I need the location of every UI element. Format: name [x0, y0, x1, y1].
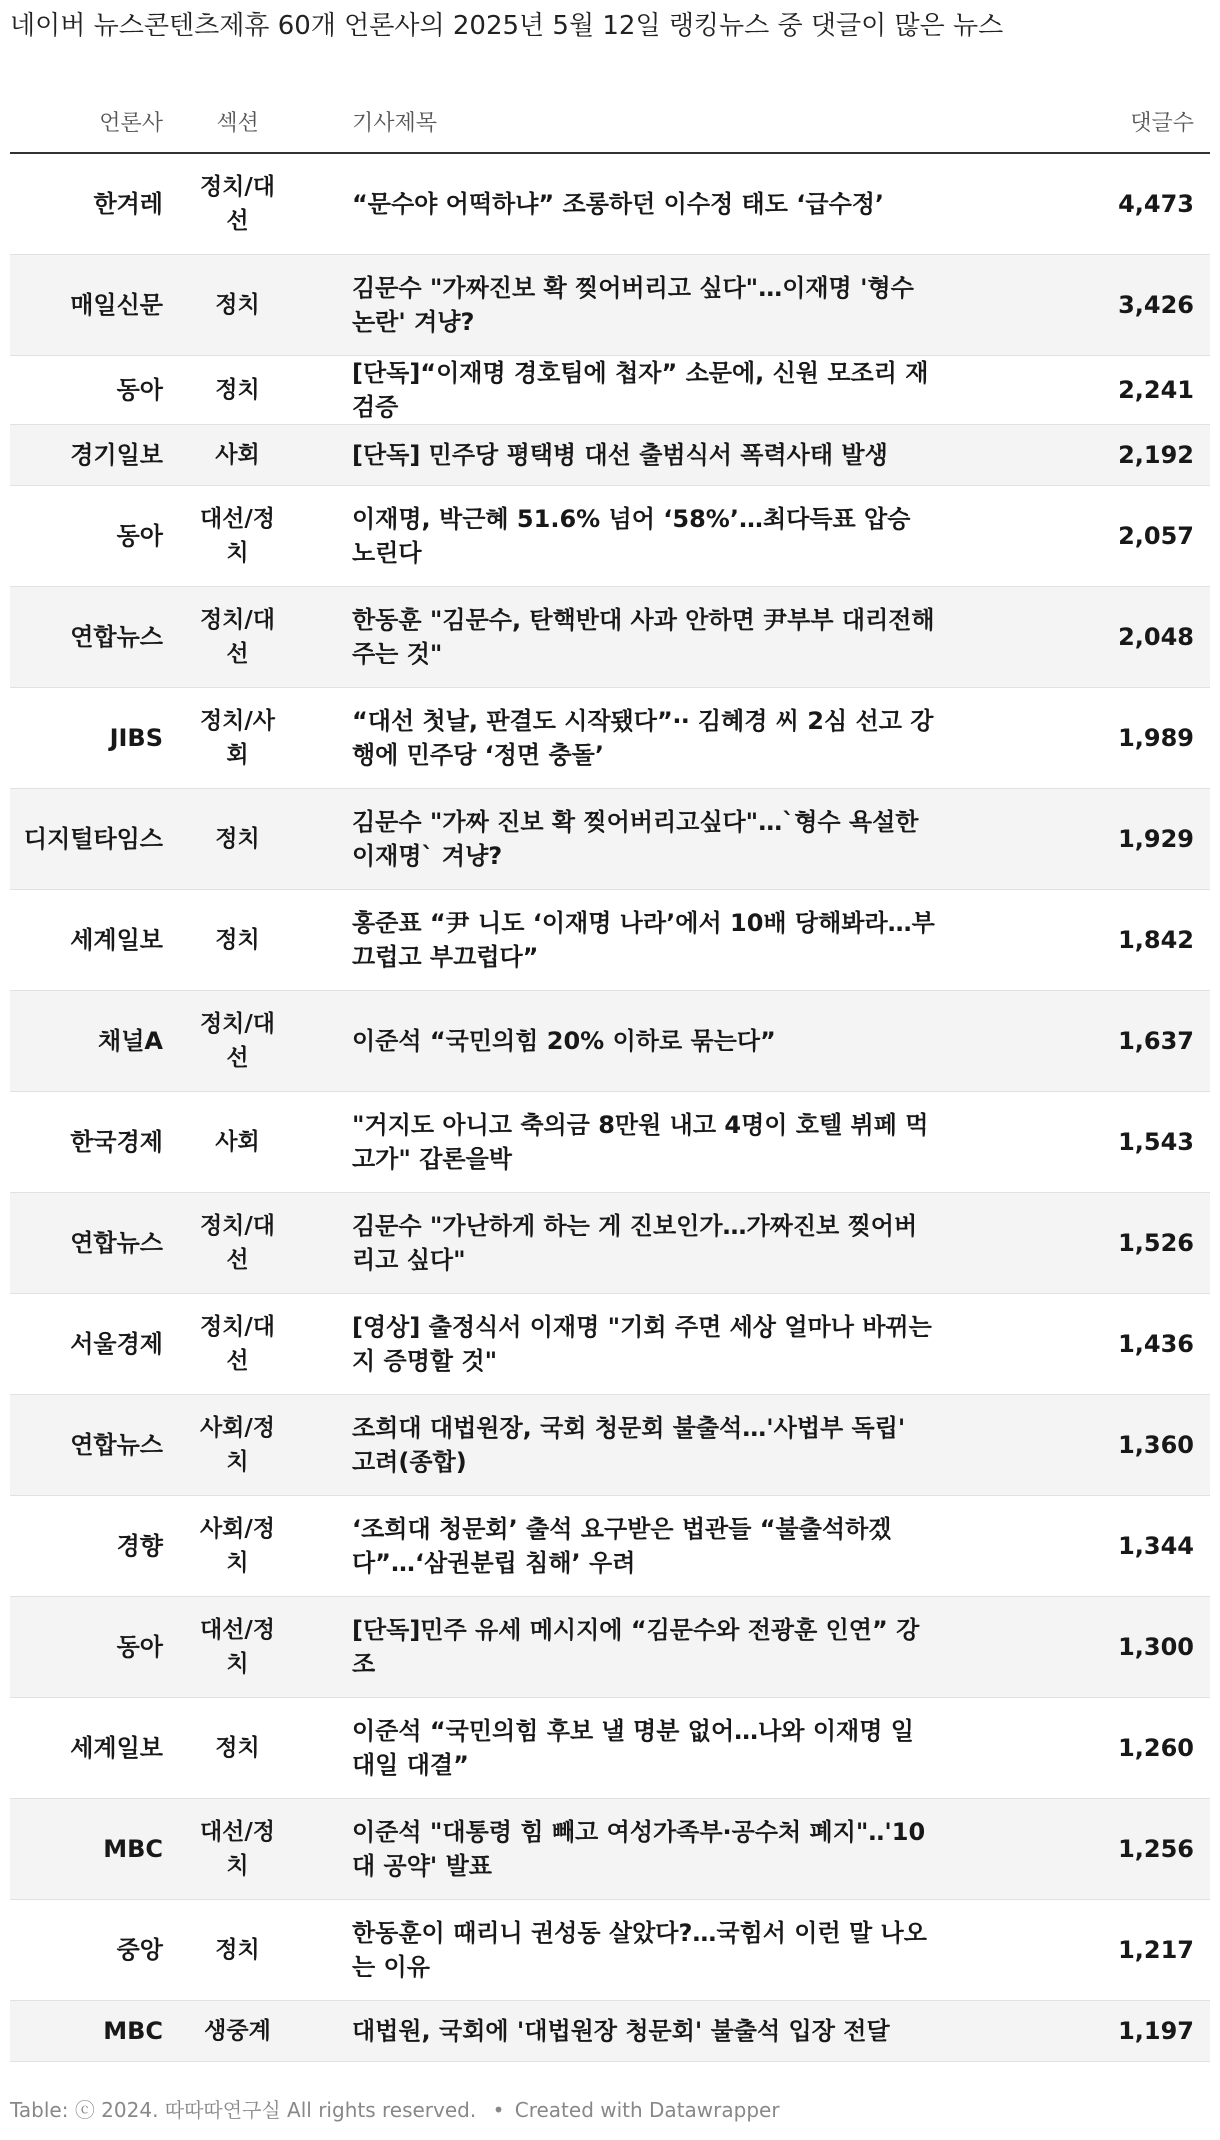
footer-separator: •	[492, 2098, 505, 2122]
cell-comments: 1,360	[1045, 1394, 1210, 1495]
table-row	[10, 1293, 1210, 1394]
cell-headline: 한동훈 "김문수, 탄핵반대 사과 안하면 尹부부 대리전해주는 것"	[300, 586, 1045, 687]
cell-comments: 1,543	[1045, 1091, 1210, 1192]
cell-comments: 2,048	[1045, 586, 1210, 687]
cell-outlet: 한겨레	[10, 153, 175, 254]
cell-section: 정치	[175, 1899, 300, 2000]
cell-comments: 3,426	[1045, 254, 1210, 355]
cell-outlet: 중앙	[10, 1899, 175, 2000]
cell-section: 생중계	[175, 2000, 300, 2061]
cell-comments: 1,256	[1045, 1798, 1210, 1899]
cell-comments: 1,260	[1045, 1697, 1210, 1798]
table-row	[10, 424, 1210, 485]
cell-section: 정치/사회	[175, 687, 300, 788]
table-row	[10, 990, 1210, 1091]
cell-outlet: 채널A	[10, 990, 175, 1091]
table-row	[10, 1596, 1210, 1697]
table-row	[10, 1697, 1210, 1798]
footer-credit[interactable]: Created with Datawrapper	[514, 2098, 780, 2122]
cell-section: 정치	[175, 788, 300, 889]
footer	[10, 2096, 780, 2124]
cell-comments: 1,989	[1045, 687, 1210, 788]
cell-headline: ‘조희대 청문회’ 출석 요구받은 법관들 “불출석하겠다”…‘삼권분립 침해’ 우려	[300, 1495, 1045, 1596]
cell-outlet: JIBS	[10, 687, 175, 788]
table-row	[10, 1798, 1210, 1899]
table-row	[10, 1192, 1210, 1293]
cell-outlet: 서울경제	[10, 1293, 175, 1394]
ranking-table	[10, 90, 1210, 2062]
cell-outlet: MBC	[10, 2000, 175, 2061]
cell-section: 대선/정치	[175, 1596, 300, 1697]
cell-outlet: 동아	[10, 355, 175, 424]
cell-section: 정치/대선	[175, 586, 300, 687]
cell-outlet: 경향	[10, 1495, 175, 1596]
cell-headline: 이준석 “국민의힘 후보 낼 명분 없어…나와 이재명 일대일 대결”	[300, 1697, 1045, 1798]
column-header-comments[interactable]: 댓글수	[1045, 90, 1210, 153]
cell-section: 정치/대선	[175, 153, 300, 254]
cell-comments: 1,637	[1045, 990, 1210, 1091]
table-row	[10, 687, 1210, 788]
table-row	[10, 2000, 1210, 2061]
cell-outlet: 연합뉴스	[10, 586, 175, 687]
cell-headline: 이재명, 박근혜 51.6% 넘어 ‘58%’…최다득표 압승 노린다	[300, 485, 1045, 586]
cell-headline: 김문수 "가짜 진보 확 찢어버리고싶다"…`형수 욕설한 이재명` 겨냥?	[300, 788, 1045, 889]
table-row	[10, 788, 1210, 889]
cell-section: 사회/정치	[175, 1495, 300, 1596]
cell-comments: 4,473	[1045, 153, 1210, 254]
cell-outlet: 동아	[10, 485, 175, 586]
cell-outlet: 매일신문	[10, 254, 175, 355]
cell-section: 정치	[175, 889, 300, 990]
cell-section: 정치	[175, 254, 300, 355]
table-row	[10, 889, 1210, 990]
cell-comments: 1,300	[1045, 1596, 1210, 1697]
cell-outlet: 동아	[10, 1596, 175, 1697]
cell-section: 정치/대선	[175, 990, 300, 1091]
column-header-headline[interactable]: 기사제목	[300, 90, 1045, 153]
cell-outlet: 연합뉴스	[10, 1394, 175, 1495]
cell-headline: [단독]민주 유세 메시지에 “김문수와 전광훈 인연” 강조	[300, 1596, 1045, 1697]
table-row	[10, 1899, 1210, 2000]
table-row	[10, 1495, 1210, 1596]
cell-headline: 김문수 "가난하게 하는 게 진보인가…가짜진보 찢어버리고 싶다"	[300, 1192, 1045, 1293]
cell-headline: [단독] 민주당 평택병 대선 출범식서 폭력사태 발생	[300, 424, 1045, 485]
cell-headline: [단독]“이재명 경호팀에 첩자” 소문에, 신원 모조리 재검증	[300, 355, 1045, 424]
cell-headline: “대선 첫날, 판결도 시작됐다”‧‧ 김혜경 씨 2심 선고 강행에 민주당 ‘정면 충돌’	[300, 687, 1045, 788]
cell-section: 정치/대선	[175, 1192, 300, 1293]
table-row	[10, 586, 1210, 687]
table-row	[10, 153, 1210, 254]
table-row	[10, 1394, 1210, 1495]
cell-section: 대선/정치	[175, 485, 300, 586]
cell-headline: [영상] 출정식서 이재명 "기회 주면 세상 얼마나 바뀌는지 증명할 것"	[300, 1293, 1045, 1394]
column-header-outlet[interactable]: 언론사	[10, 90, 175, 153]
footer-source: Table: ⓒ 2024. 따따따연구실 All rights reserved.	[10, 2098, 477, 2122]
cell-headline: 이준석 "대통령 힘 빼고 여성가족부·공수처 폐지"‥'10대 공약' 발표	[300, 1798, 1045, 1899]
cell-headline: "거지도 아니고 축의금 8만원 내고 4명이 호텔 뷔페 먹고가" 갑론을박	[300, 1091, 1045, 1192]
cell-section: 정치/대선	[175, 1293, 300, 1394]
cell-outlet: 세계일보	[10, 889, 175, 990]
table-header-row	[10, 90, 1210, 153]
cell-comments: 1,842	[1045, 889, 1210, 990]
cell-section: 사회	[175, 424, 300, 485]
cell-section: 정치	[175, 1697, 300, 1798]
cell-section: 대선/정치	[175, 1798, 300, 1899]
cell-section: 사회	[175, 1091, 300, 1192]
cell-outlet: MBC	[10, 1798, 175, 1899]
chart-title: 네이버 뉴스콘텐츠제휴 60개 언론사의 2025년 5월 12일 랭킹뉴스 중 댓글이 많은 뉴스	[10, 11, 1004, 41]
cell-section: 정치	[175, 355, 300, 424]
cell-comments: 1,436	[1045, 1293, 1210, 1394]
cell-comments: 2,192	[1045, 424, 1210, 485]
cell-comments: 1,197	[1045, 2000, 1210, 2061]
cell-comments: 1,526	[1045, 1192, 1210, 1293]
cell-headline: 대법원, 국회에 '대법원장 청문회' 불출석 입장 전달	[300, 2000, 1045, 2061]
cell-headline: 한동훈이 때리니 권성동 살았다?…국힘서 이런 말 나오는 이유	[300, 1899, 1045, 2000]
cell-headline: 이준석 “국민의힘 20% 이하로 묶는다”	[300, 990, 1045, 1091]
table-row	[10, 254, 1210, 355]
column-header-section[interactable]: 섹션	[175, 90, 300, 153]
table-body	[10, 153, 1210, 2061]
cell-headline: “문수야 어떡하냐” 조롱하던 이수정 태도 ‘급수정’	[300, 153, 1045, 254]
table-row	[10, 485, 1210, 586]
cell-comments: 2,057	[1045, 485, 1210, 586]
ranking-table-container	[10, 90, 1210, 2062]
cell-comments: 2,241	[1045, 355, 1210, 424]
cell-comments: 1,929	[1045, 788, 1210, 889]
cell-headline: 조희대 대법원장, 국회 청문회 불출석…'사법부 독립' 고려(종합)	[300, 1394, 1045, 1495]
cell-section: 사회/정치	[175, 1394, 300, 1495]
cell-comments: 1,217	[1045, 1899, 1210, 2000]
cell-comments: 1,344	[1045, 1495, 1210, 1596]
table-row	[10, 1091, 1210, 1192]
table-row	[10, 355, 1210, 424]
cell-headline: 홍준표 “尹 니도 ‘이재명 나라’에서 10배 당해봐라…부끄럽고 부끄럽다”	[300, 889, 1045, 990]
cell-outlet: 경기일보	[10, 424, 175, 485]
cell-outlet: 세계일보	[10, 1697, 175, 1798]
cell-outlet: 연합뉴스	[10, 1192, 175, 1293]
cell-outlet: 한국경제	[10, 1091, 175, 1192]
cell-headline: 김문수 "가짜진보 확 찢어버리고 싶다"…이재명 '형수 논란' 겨냥?	[300, 254, 1045, 355]
cell-outlet: 디지털타임스	[10, 788, 175, 889]
